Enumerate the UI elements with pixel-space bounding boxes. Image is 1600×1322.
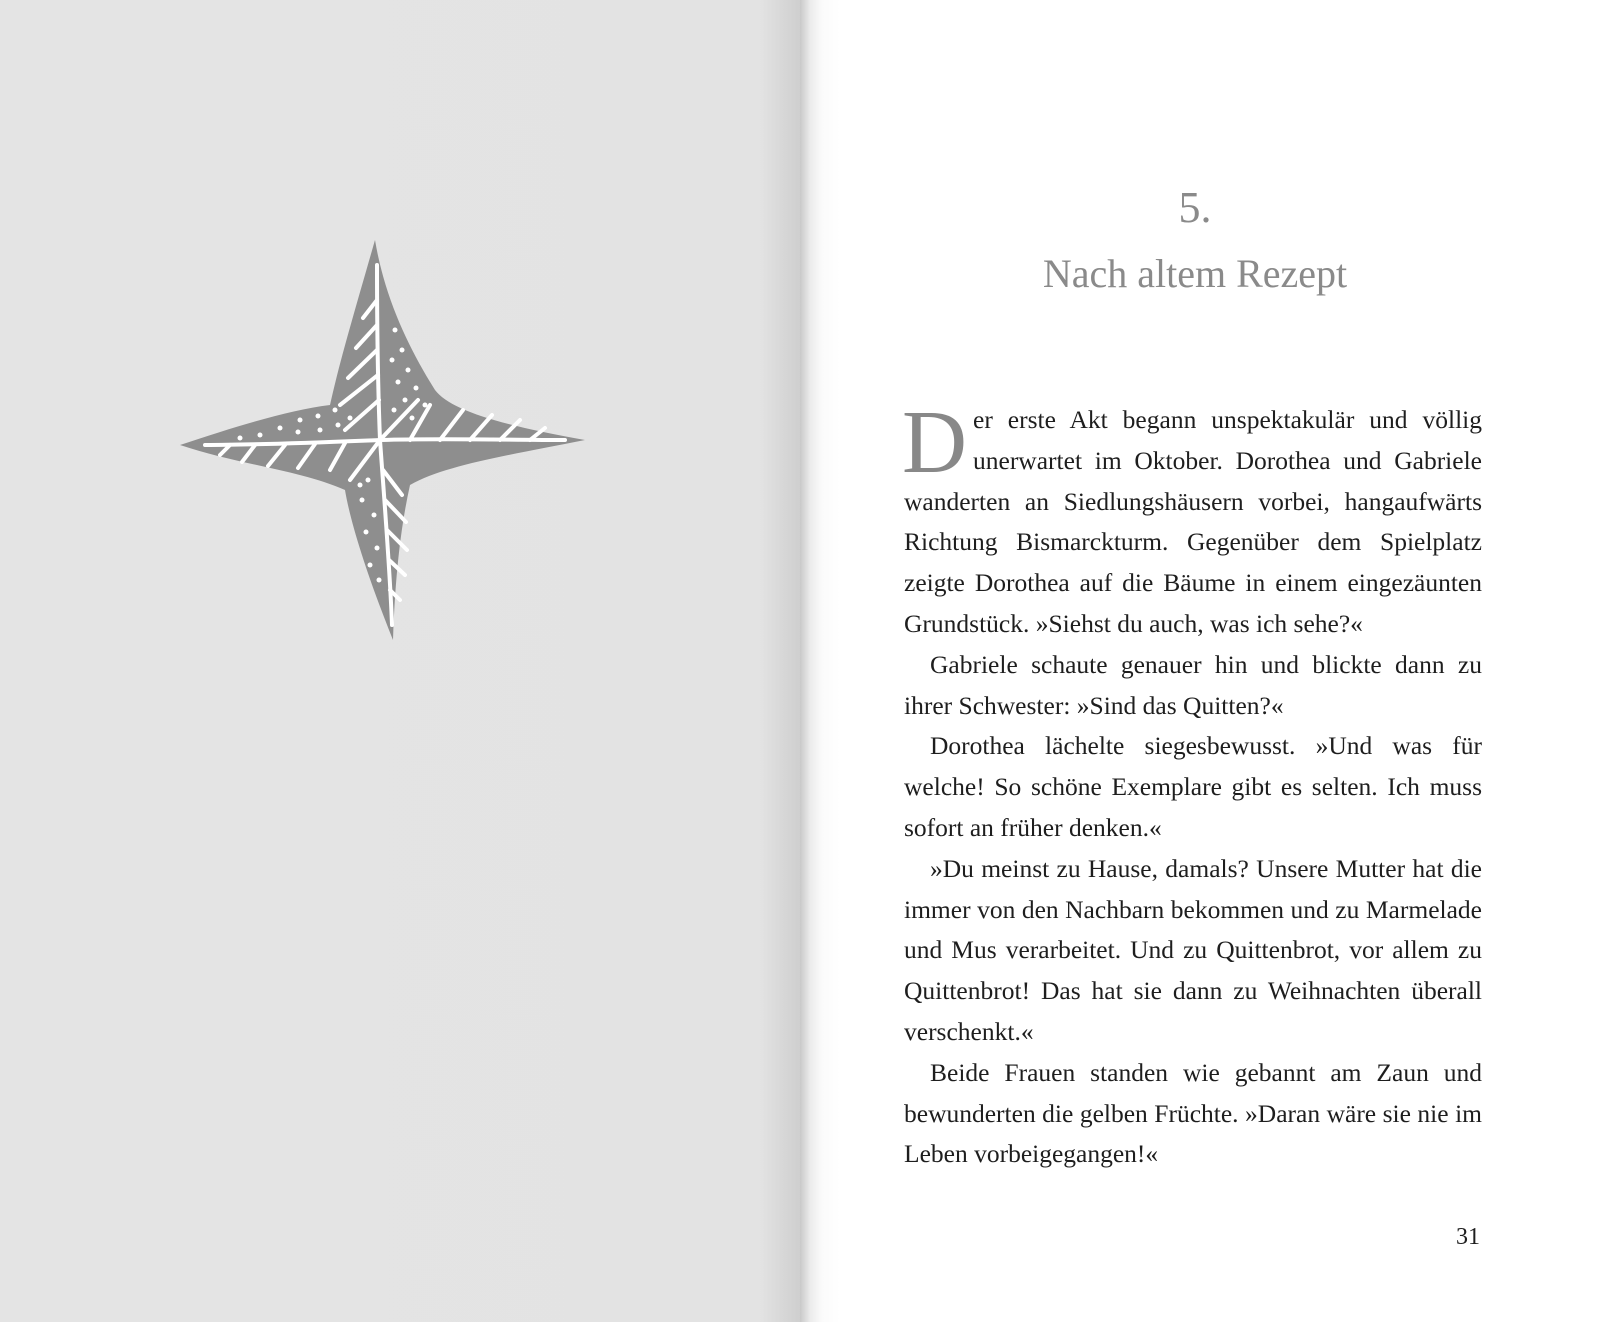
chapter-number: 5. [1178,183,1212,232]
four-pointed-star-icon [180,240,600,650]
page-number: 31 [1456,1224,1480,1250]
paragraph-1-text: er erste Akt begann unspektakulär und völlig unerwartet im Oktober. Dorothea und Gabriele wanderten an Siedlungshäusern vorbei, hangaufwärts Richtung Bismarckturm. Gegenüber dem Spielplatz zeigte Dorothea auf die Bäume in einem eingezäunten Grundstück. »Siehst du auch, was ich sehe?« [904,405,1482,638]
chapter-body [902,393,1482,1175]
paragraph-1 [902,393,1482,645]
drop-cap: D [902,393,967,492]
paragraph-2: Gabriele schaute genauer hin und blickte dann zu ihrer Schwester: »Sind das Quitten?« [904,649,1482,720]
paragraph-4: »Du meinst zu Hause, damals? Unsere Mutter hat die immer von den Nachbarn bekommen und zu Marmelade und Mus verarbeitet. Und zu Quittenbrot, vor allem zu Quittenbrot! Das hat sie dann zu Weihnachten überall verschenkt.« [904,853,1482,1046]
chapter-title: Nach altem Rezept [1042,251,1348,296]
paragraph-5: Beide Frauen standen wie gebannt am Zaun und bewunderten die gelben Früchte. »Daran wäre sie nie im Leben vorbeigegangen!« [904,1057,1482,1169]
paragraph-3: Dorothea lächelte siegesbewusst. »Und was für welche! So schöne Exemplare gibt es selten. Ich muss sofort an früher denken.« [904,731,1482,842]
